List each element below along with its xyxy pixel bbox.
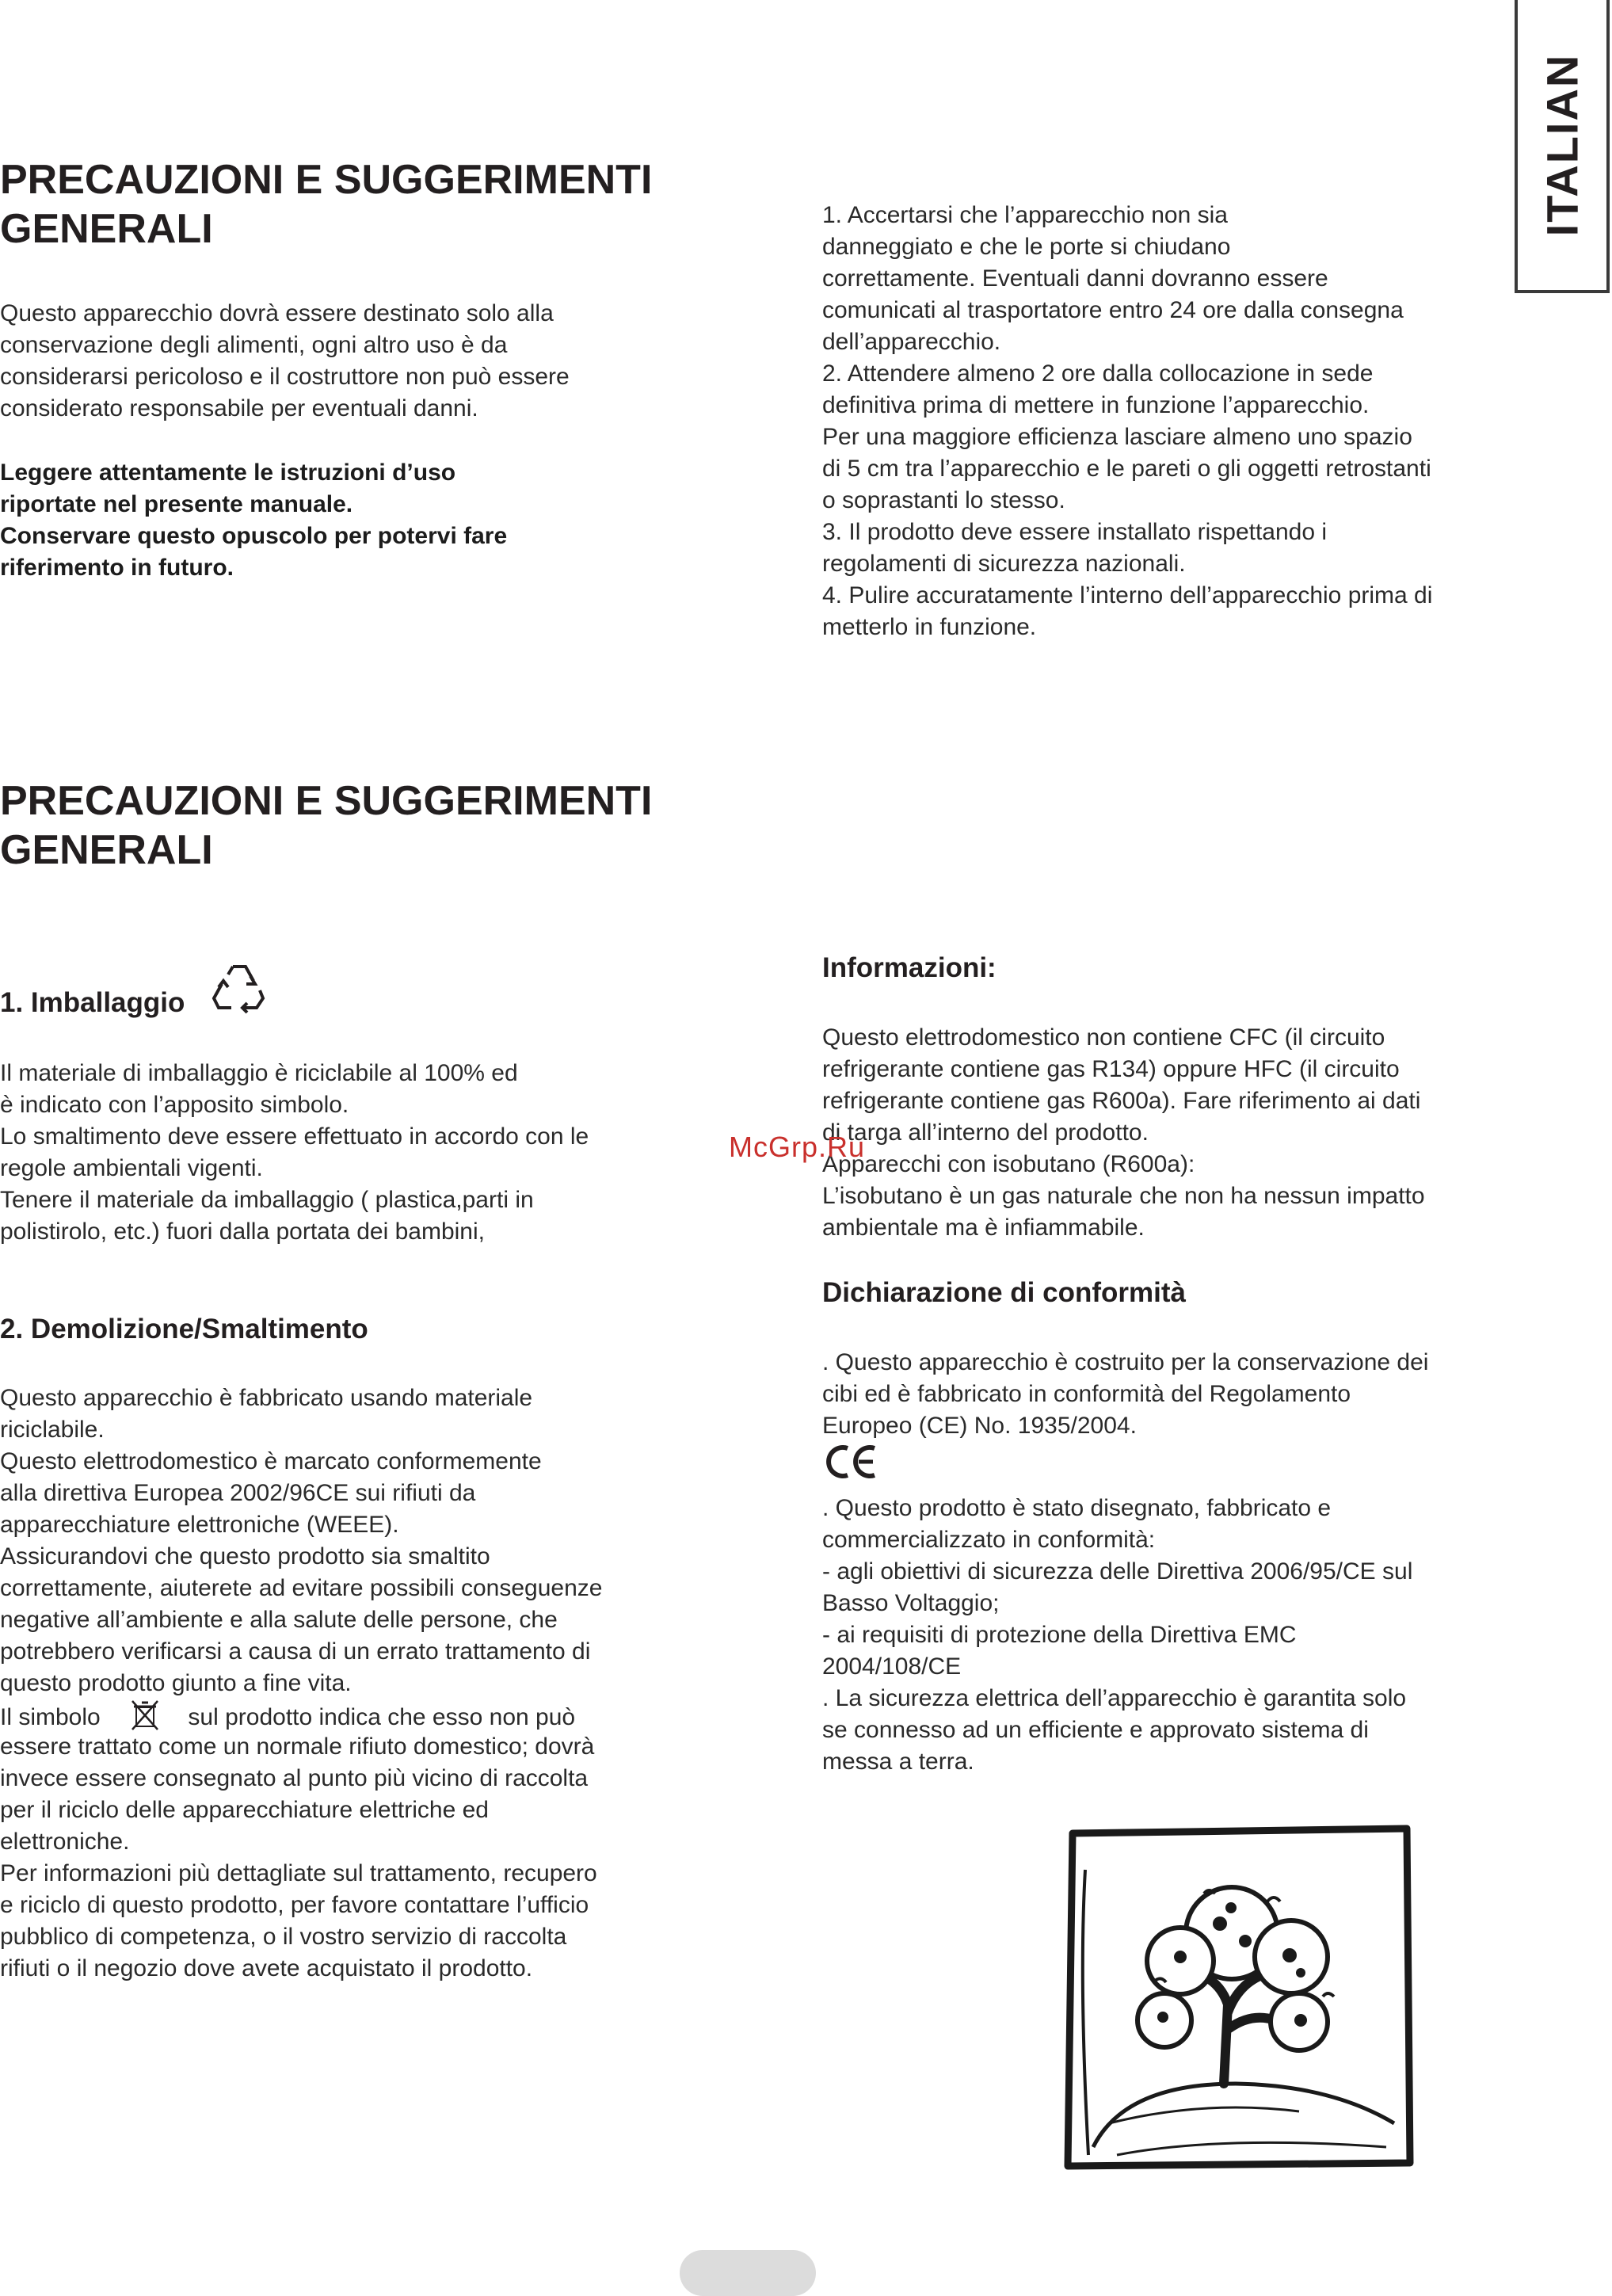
language-label: ITALIAN [1537,53,1587,237]
symbol-suffix: sul prodotto indica che esso non può [188,1704,576,1730]
disposal-heading: 2. Demolizione/Smaltimento [0,1314,368,1344]
recycle-icon [211,960,268,1017]
symbol-prefix: Il simbolo [0,1704,101,1730]
eco-tree-icon [1061,1822,1418,2171]
disposal-symbol-line [0,1699,713,1733]
section1-title: PRECAUZIONI E SUGGERIMENTI GENERALI [0,157,653,252]
disposal-text-after: essere trattato come un normale rifiuto domestico; dovrà invece essere consegnato al punto più vicino di raccolta per il riciclo delle apparecchiature elettriche ed elettroniche. Per informazioni più dettagliate sul trattamento, recupero e riciclo di questo prodotto, per favore contattare l’ufficio pubblico di competenza, o il vostro servizio di raccolta rifiuti o il negozio dove avete acquistato il prodotto. [0,1733,597,1981]
language-tab [1515,0,1610,293]
ce-mark-icon [824,1444,879,1480]
watermark: McGrp.Ru [729,1131,866,1163]
packaging-text: Il materiale di imballaggio è riciclabile al 100% ed è indicato con l’apposito simbolo. Lo smaltimento deve essere effettuato in accordo con le regole ambientali vigenti. Tenere il materiale da imballaggio ( plastica,parti in polistirolo, etc.) fuori dalla portata dei bambini, [0,1060,589,1245]
section2-title: PRECAUZIONI E SUGGERIMENTI GENERALI [0,778,653,873]
conformity-heading: Dichiarazione di conformità [822,1277,1186,1308]
section1-notice: Leggere attentamente le istruzioni d’uso riportate nel presente manuale. Conservare questo opuscolo per potervi fare riferimento in futuro. [0,460,508,581]
section1-steps: 1. Accertarsi che l’apparecchio non sia danneggiato e che le porte si chiudano correttamente. Eventuali danni dovranno essere comunicati al trasportatore entro 24 ore dalla consegna dell’apparecchio. 2. Attendere almeno 2 ore dalla collocazione in sede definitiva prima di mettere in funzione l’apparecchio. Per una maggiore efficienza lasciare almeno uno spazio di 5 cm tra l’apparecchio e le pareti o gli oggetti retrostanti o soprastanti lo stesso. 3. Il prodotto deve essere installato rispettando i regolamenti di sicurezza nazionali. 4. Pulire accuratamente l’interno dell’apparecchio prima di metterlo in funzione. [822,202,1433,640]
weee-bin-icon [123,1699,170,1731]
section1-intro: Questo apparecchio dovrà essere destinato solo alla conservazione degli alimenti, ogni altro uso è da considerarsi pericoloso e il costruttore non può essere considerato responsabile per eventuali danni. [0,300,570,421]
packaging-heading: 1. Imballaggio [0,987,185,1018]
conformity-text1: . Questo apparecchio è costruito per la conservazione dei cibi ed è fabbricato in conformità del Regolamento Europeo (CE) No. 1935/2004. [822,1349,1429,1439]
conformity-text2: . Questo prodotto è stato disegnato, fabbricato e commercializzato in conformità: - agli obiettivi di sicurezza delle Direttiva 2006/95/CE sul Basso Voltaggio; - ai requisiti di protezione della Direttiva EMC 2004/108/CE . La sicurezza elettrica dell’apparecchio è garantita solo se connesso ad un efficiente e approvato sistema di messa a terra. [822,1495,1413,1775]
page-number-pill [680,2250,816,2296]
info-text: Questo elettrodomestico non contiene CFC (il circuito refrigerante contiene gas R134) oppure HFC (il circuito refrigerante contiene gas R600a). Fare riferimento ai dati di targa all’interno del prodotto. Apparecchi con isobutano (R600a): L’isobutano è un gas naturale che non ha nessun impatto ambientale ma è infiammabile. [822,1024,1425,1241]
disposal-text-before: Questo apparecchio è fabbricato usando materiale riciclabile. Questo elettrodomestico è marcato conformemente alla direttiva Europea 2002/96CE sui rifiuti da apparecchiature elettroniche (WEEE). Assicurandovi che questo prodotto sia smaltito correttamente, aiuterete ad evitare possibili conseguenze negative all’ambiente e alla salute delle persone, che potrebbero verificarsi a causa di un errato trattamento di questo prodotto giunto a fine vita. [0,1385,603,1696]
info-heading: Informazioni: [822,952,997,983]
